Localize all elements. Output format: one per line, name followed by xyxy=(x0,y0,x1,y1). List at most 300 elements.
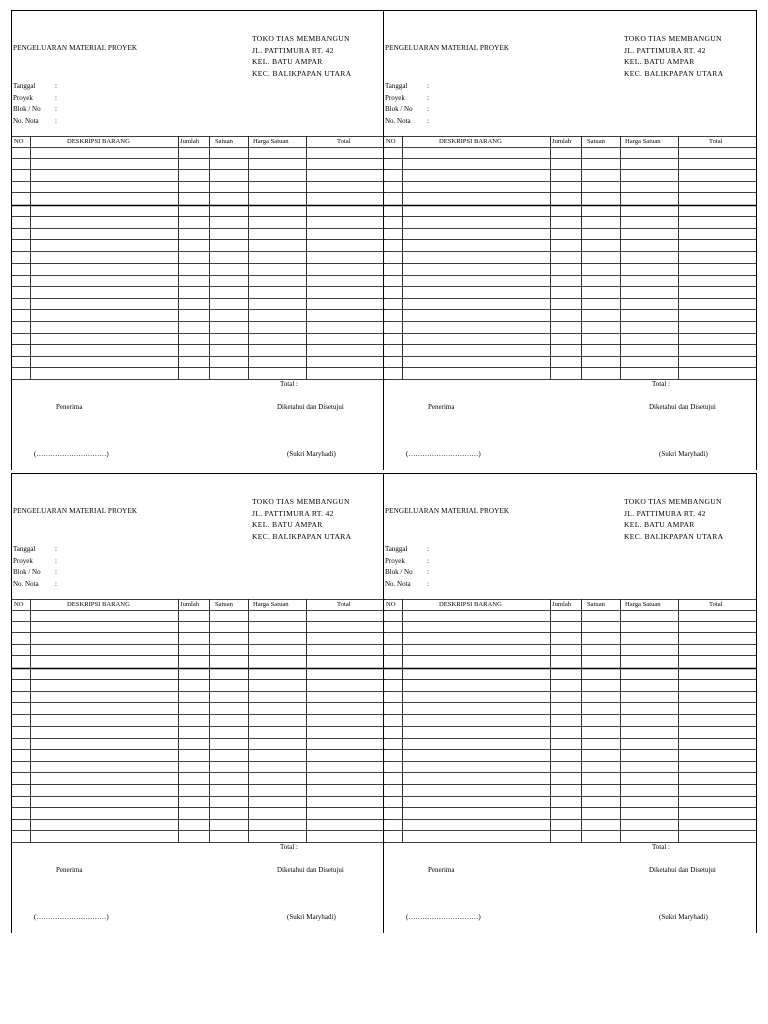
table-cell[interactable] xyxy=(249,229,306,239)
table-cell[interactable] xyxy=(307,611,384,621)
table-cell[interactable] xyxy=(179,252,209,263)
table-cell[interactable] xyxy=(385,831,402,842)
table-cell[interactable] xyxy=(403,820,550,830)
table-cell[interactable] xyxy=(679,322,756,333)
table-cell[interactable] xyxy=(621,276,678,286)
table-cell[interactable] xyxy=(31,831,178,842)
table-cell[interactable] xyxy=(403,773,550,784)
table-cell[interactable] xyxy=(179,345,209,356)
table-cell[interactable] xyxy=(307,276,384,286)
table-cell[interactable] xyxy=(403,217,550,228)
table-cell[interactable] xyxy=(621,797,678,807)
table-cell[interactable] xyxy=(179,206,209,216)
table-cell[interactable] xyxy=(679,797,756,807)
table-cell[interactable] xyxy=(249,334,306,344)
table-cell[interactable] xyxy=(582,669,620,679)
table-cell[interactable] xyxy=(31,252,178,263)
table-cell[interactable] xyxy=(679,622,756,632)
table-cell[interactable] xyxy=(385,692,402,702)
table-cell[interactable] xyxy=(385,299,402,309)
meta-field[interactable] xyxy=(13,116,55,128)
table-cell[interactable] xyxy=(403,808,550,819)
table-cell[interactable] xyxy=(31,656,178,668)
table-cell[interactable] xyxy=(621,240,678,251)
table-cell[interactable] xyxy=(679,762,756,772)
table-cell[interactable] xyxy=(179,750,209,761)
table-cell[interactable] xyxy=(679,229,756,239)
table-cell[interactable] xyxy=(582,773,620,784)
table-cell[interactable] xyxy=(679,820,756,830)
table-cell[interactable] xyxy=(210,727,248,738)
table-cell[interactable] xyxy=(679,310,756,321)
table-cell[interactable] xyxy=(31,357,178,367)
table-cell[interactable] xyxy=(403,229,550,239)
table-cell[interactable] xyxy=(13,276,30,286)
table-cell[interactable] xyxy=(249,808,306,819)
table-cell[interactable] xyxy=(31,785,178,796)
table-cell[interactable] xyxy=(249,762,306,772)
table-cell[interactable] xyxy=(679,287,756,298)
table-cell[interactable] xyxy=(179,334,209,344)
table-cell[interactable] xyxy=(679,159,756,169)
table-cell[interactable] xyxy=(582,217,620,228)
table-cell[interactable] xyxy=(621,739,678,749)
table-cell[interactable] xyxy=(582,680,620,691)
table-cell[interactable] xyxy=(621,831,678,842)
table-cell[interactable] xyxy=(582,703,620,714)
table-cell[interactable] xyxy=(307,287,384,298)
table-cell[interactable] xyxy=(551,715,581,726)
table-cell[interactable] xyxy=(249,633,306,644)
table-cell[interactable] xyxy=(249,715,306,726)
table-cell[interactable] xyxy=(31,299,178,309)
table-cell[interactable] xyxy=(582,159,620,169)
table-cell[interactable] xyxy=(179,299,209,309)
table-cell[interactable] xyxy=(403,785,550,796)
table-cell[interactable] xyxy=(179,739,209,749)
table-cell[interactable] xyxy=(249,797,306,807)
table-cell[interactable] xyxy=(179,831,209,842)
table-cell[interactable] xyxy=(551,808,581,819)
table-cell[interactable] xyxy=(307,797,384,807)
table-cell[interactable] xyxy=(210,656,248,668)
table-cell[interactable] xyxy=(210,622,248,632)
table-cell[interactable] xyxy=(385,217,402,228)
table-cell[interactable] xyxy=(385,193,402,205)
table-cell[interactable] xyxy=(13,808,30,819)
table-cell[interactable] xyxy=(13,229,30,239)
table-cell[interactable] xyxy=(621,727,678,738)
table-cell[interactable] xyxy=(621,299,678,309)
table-cell[interactable] xyxy=(403,264,550,275)
table-cell[interactable] xyxy=(179,276,209,286)
table-cell[interactable] xyxy=(385,334,402,344)
table-cell[interactable] xyxy=(582,368,620,379)
table-cell[interactable] xyxy=(582,193,620,205)
table-cell[interactable] xyxy=(307,622,384,632)
table-cell[interactable] xyxy=(13,299,30,309)
table-cell[interactable] xyxy=(551,785,581,796)
table-cell[interactable] xyxy=(13,622,30,632)
table-cell[interactable] xyxy=(621,159,678,169)
table-cell[interactable] xyxy=(679,808,756,819)
table-cell[interactable] xyxy=(179,692,209,702)
table-cell[interactable] xyxy=(31,692,178,702)
table-cell[interactable] xyxy=(621,264,678,275)
table-cell[interactable] xyxy=(31,820,178,830)
table-cell[interactable] xyxy=(31,170,178,181)
table-cell[interactable] xyxy=(31,611,178,621)
table-cell[interactable] xyxy=(31,727,178,738)
table-cell[interactable] xyxy=(385,739,402,749)
table-cell[interactable] xyxy=(31,773,178,784)
table-cell[interactable] xyxy=(179,170,209,181)
meta-field[interactable] xyxy=(13,567,55,579)
table-cell[interactable] xyxy=(551,206,581,216)
table-cell[interactable] xyxy=(403,299,550,309)
table-cell[interactable] xyxy=(551,820,581,830)
table-cell[interactable] xyxy=(179,611,209,621)
table-cell[interactable] xyxy=(307,368,384,379)
table-cell[interactable] xyxy=(679,645,756,655)
table-cell[interactable] xyxy=(179,310,209,321)
table-cell[interactable] xyxy=(582,310,620,321)
table-cell[interactable] xyxy=(31,680,178,691)
table-cell[interactable] xyxy=(13,345,30,356)
table-cell[interactable] xyxy=(403,182,550,192)
table-cell[interactable] xyxy=(210,750,248,761)
table-cell[interactable] xyxy=(249,252,306,263)
table-cell[interactable] xyxy=(679,345,756,356)
table-cell[interactable] xyxy=(551,692,581,702)
table-cell[interactable] xyxy=(249,217,306,228)
table-cell[interactable] xyxy=(307,334,384,344)
table-cell[interactable] xyxy=(307,299,384,309)
table-cell[interactable] xyxy=(13,252,30,263)
table-cell[interactable] xyxy=(210,692,248,702)
table-cell[interactable] xyxy=(179,680,209,691)
table-cell[interactable] xyxy=(31,217,178,228)
meta-field[interactable] xyxy=(385,556,427,568)
table-cell[interactable] xyxy=(582,611,620,621)
table-cell[interactable] xyxy=(31,240,178,251)
table-cell[interactable] xyxy=(621,750,678,761)
table-cell[interactable] xyxy=(249,739,306,749)
table-cell[interactable] xyxy=(13,785,30,796)
table-cell[interactable] xyxy=(249,287,306,298)
table-cell[interactable] xyxy=(31,182,178,192)
table-cell[interactable] xyxy=(210,831,248,842)
table-cell[interactable] xyxy=(679,299,756,309)
table-cell[interactable] xyxy=(13,692,30,702)
table-cell[interactable] xyxy=(31,206,178,216)
table-cell[interactable] xyxy=(385,264,402,275)
table-cell[interactable] xyxy=(551,622,581,632)
table-cell[interactable] xyxy=(403,762,550,772)
table-cell[interactable] xyxy=(249,193,306,205)
table-cell[interactable] xyxy=(307,252,384,263)
meta-field[interactable] xyxy=(13,579,55,591)
table-cell[interactable] xyxy=(403,680,550,691)
meta-field[interactable] xyxy=(13,93,55,105)
table-cell[interactable] xyxy=(13,159,30,169)
table-cell[interactable] xyxy=(307,159,384,169)
table-cell[interactable] xyxy=(551,287,581,298)
table-cell[interactable] xyxy=(13,287,30,298)
table-cell[interactable] xyxy=(582,831,620,842)
table-cell[interactable] xyxy=(210,345,248,356)
table-cell[interactable] xyxy=(249,785,306,796)
table-cell[interactable] xyxy=(31,797,178,807)
table-cell[interactable] xyxy=(31,368,178,379)
table-cell[interactable] xyxy=(551,240,581,251)
table-cell[interactable] xyxy=(179,797,209,807)
table-cell[interactable] xyxy=(582,357,620,367)
table-cell[interactable] xyxy=(307,264,384,275)
table-cell[interactable] xyxy=(679,680,756,691)
table-cell[interactable] xyxy=(551,645,581,655)
table-cell[interactable] xyxy=(307,727,384,738)
table-cell[interactable] xyxy=(210,820,248,830)
table-cell[interactable] xyxy=(551,345,581,356)
table-cell[interactable] xyxy=(403,645,550,655)
table-cell[interactable] xyxy=(621,820,678,830)
table-cell[interactable] xyxy=(249,276,306,286)
table-cell[interactable] xyxy=(210,808,248,819)
table-cell[interactable] xyxy=(249,692,306,702)
table-cell[interactable] xyxy=(210,715,248,726)
table-cell[interactable] xyxy=(13,334,30,344)
table-cell[interactable] xyxy=(31,703,178,714)
table-cell[interactable] xyxy=(621,669,678,679)
table-cell[interactable] xyxy=(551,727,581,738)
table-cell[interactable] xyxy=(679,750,756,761)
table-cell[interactable] xyxy=(249,206,306,216)
table-cell[interactable] xyxy=(679,656,756,668)
table-cell[interactable] xyxy=(179,622,209,632)
table-cell[interactable] xyxy=(403,368,550,379)
table-cell[interactable] xyxy=(307,357,384,367)
table-cell[interactable] xyxy=(13,762,30,772)
table-cell[interactable] xyxy=(551,310,581,321)
table-cell[interactable] xyxy=(31,159,178,169)
table-cell[interactable] xyxy=(551,750,581,761)
table-cell[interactable] xyxy=(179,820,209,830)
table-cell[interactable] xyxy=(679,193,756,205)
table-cell[interactable] xyxy=(582,170,620,181)
table-cell[interactable] xyxy=(249,750,306,761)
table-cell[interactable] xyxy=(385,368,402,379)
table-cell[interactable] xyxy=(582,299,620,309)
table-cell[interactable] xyxy=(403,357,550,367)
table-cell[interactable] xyxy=(210,797,248,807)
table-cell[interactable] xyxy=(551,322,581,333)
table-cell[interactable] xyxy=(582,797,620,807)
table-cell[interactable] xyxy=(249,182,306,192)
meta-field[interactable] xyxy=(13,104,55,116)
table-cell[interactable] xyxy=(385,182,402,192)
table-cell[interactable] xyxy=(307,229,384,239)
table-cell[interactable] xyxy=(249,357,306,367)
table-cell[interactable] xyxy=(621,622,678,632)
table-cell[interactable] xyxy=(249,159,306,169)
table-cell[interactable] xyxy=(582,808,620,819)
table-cell[interactable] xyxy=(249,622,306,632)
table-cell[interactable] xyxy=(179,182,209,192)
table-cell[interactable] xyxy=(621,703,678,714)
meta-field[interactable] xyxy=(385,81,427,93)
table-cell[interactable] xyxy=(210,310,248,321)
table-cell[interactable] xyxy=(179,785,209,796)
table-cell[interactable] xyxy=(582,762,620,772)
table-cell[interactable] xyxy=(403,611,550,621)
table-cell[interactable] xyxy=(679,148,756,158)
table-cell[interactable] xyxy=(621,170,678,181)
table-cell[interactable] xyxy=(621,680,678,691)
table-cell[interactable] xyxy=(551,703,581,714)
table-cell[interactable] xyxy=(621,656,678,668)
table-cell[interactable] xyxy=(249,345,306,356)
table-cell[interactable] xyxy=(679,334,756,344)
table-cell[interactable] xyxy=(13,820,30,830)
table-cell[interactable] xyxy=(385,357,402,367)
table-cell[interactable] xyxy=(210,785,248,796)
table-cell[interactable] xyxy=(210,148,248,158)
table-cell[interactable] xyxy=(249,703,306,714)
table-cell[interactable] xyxy=(210,322,248,333)
table-cell[interactable] xyxy=(31,633,178,644)
table-cell[interactable] xyxy=(249,831,306,842)
table-cell[interactable] xyxy=(179,808,209,819)
table-cell[interactable] xyxy=(621,287,678,298)
table-cell[interactable] xyxy=(385,170,402,181)
table-cell[interactable] xyxy=(551,368,581,379)
table-cell[interactable] xyxy=(13,193,30,205)
table-cell[interactable] xyxy=(582,252,620,263)
table-cell[interactable] xyxy=(551,252,581,263)
table-cell[interactable] xyxy=(179,656,209,668)
table-cell[interactable] xyxy=(385,148,402,158)
table-cell[interactable] xyxy=(13,703,30,714)
table-cell[interactable] xyxy=(621,206,678,216)
table-cell[interactable] xyxy=(210,334,248,344)
table-cell[interactable] xyxy=(13,797,30,807)
table-cell[interactable] xyxy=(307,170,384,181)
table-cell[interactable] xyxy=(307,762,384,772)
meta-field[interactable] xyxy=(385,93,427,105)
table-cell[interactable] xyxy=(249,656,306,668)
table-cell[interactable] xyxy=(403,170,550,181)
table-cell[interactable] xyxy=(385,322,402,333)
table-cell[interactable] xyxy=(679,692,756,702)
table-cell[interactable] xyxy=(385,159,402,169)
table-cell[interactable] xyxy=(307,206,384,216)
table-cell[interactable] xyxy=(679,739,756,749)
meta-field[interactable] xyxy=(385,544,427,556)
table-cell[interactable] xyxy=(403,656,550,668)
meta-field[interactable] xyxy=(385,579,427,591)
table-cell[interactable] xyxy=(13,182,30,192)
table-cell[interactable] xyxy=(210,669,248,679)
table-cell[interactable] xyxy=(307,656,384,668)
table-cell[interactable] xyxy=(403,159,550,169)
table-cell[interactable] xyxy=(385,240,402,251)
table-cell[interactable] xyxy=(31,322,178,333)
table-cell[interactable] xyxy=(31,750,178,761)
table-cell[interactable] xyxy=(210,762,248,772)
table-cell[interactable] xyxy=(621,310,678,321)
table-cell[interactable] xyxy=(621,368,678,379)
table-cell[interactable] xyxy=(249,322,306,333)
table-cell[interactable] xyxy=(621,645,678,655)
table-cell[interactable] xyxy=(403,193,550,205)
table-cell[interactable] xyxy=(13,656,30,668)
table-cell[interactable] xyxy=(551,276,581,286)
table-cell[interactable] xyxy=(551,357,581,367)
table-cell[interactable] xyxy=(13,727,30,738)
table-cell[interactable] xyxy=(385,656,402,668)
table-cell[interactable] xyxy=(249,727,306,738)
table-cell[interactable] xyxy=(210,739,248,749)
table-cell[interactable] xyxy=(621,148,678,158)
table-cell[interactable] xyxy=(551,217,581,228)
table-cell[interactable] xyxy=(679,715,756,726)
table-cell[interactable] xyxy=(385,229,402,239)
table-cell[interactable] xyxy=(679,785,756,796)
meta-field[interactable] xyxy=(13,81,55,93)
table-cell[interactable] xyxy=(403,240,550,251)
table-cell[interactable] xyxy=(307,633,384,644)
table-cell[interactable] xyxy=(403,750,550,761)
table-cell[interactable] xyxy=(31,193,178,205)
table-cell[interactable] xyxy=(249,264,306,275)
table-cell[interactable] xyxy=(679,611,756,621)
table-cell[interactable] xyxy=(179,773,209,784)
table-cell[interactable] xyxy=(582,264,620,275)
table-cell[interactable] xyxy=(582,785,620,796)
table-cell[interactable] xyxy=(13,206,30,216)
table-cell[interactable] xyxy=(31,645,178,655)
table-cell[interactable] xyxy=(249,299,306,309)
table-cell[interactable] xyxy=(385,276,402,286)
table-cell[interactable] xyxy=(31,334,178,344)
table-cell[interactable] xyxy=(582,715,620,726)
table-cell[interactable] xyxy=(385,310,402,321)
meta-field[interactable] xyxy=(385,104,427,116)
table-cell[interactable] xyxy=(210,645,248,655)
table-cell[interactable] xyxy=(582,750,620,761)
table-cell[interactable] xyxy=(403,692,550,702)
table-cell[interactable] xyxy=(307,148,384,158)
table-cell[interactable] xyxy=(679,170,756,181)
table-cell[interactable] xyxy=(179,357,209,367)
table-cell[interactable] xyxy=(13,322,30,333)
table-cell[interactable] xyxy=(551,762,581,772)
table-cell[interactable] xyxy=(551,797,581,807)
table-cell[interactable] xyxy=(385,797,402,807)
table-cell[interactable] xyxy=(621,229,678,239)
table-cell[interactable] xyxy=(13,148,30,158)
table-cell[interactable] xyxy=(13,264,30,275)
table-cell[interactable] xyxy=(31,808,178,819)
table-cell[interactable] xyxy=(621,345,678,356)
table-cell[interactable] xyxy=(551,669,581,679)
table-cell[interactable] xyxy=(621,715,678,726)
table-cell[interactable] xyxy=(621,611,678,621)
table-cell[interactable] xyxy=(179,368,209,379)
table-cell[interactable] xyxy=(210,773,248,784)
table-cell[interactable] xyxy=(679,357,756,367)
